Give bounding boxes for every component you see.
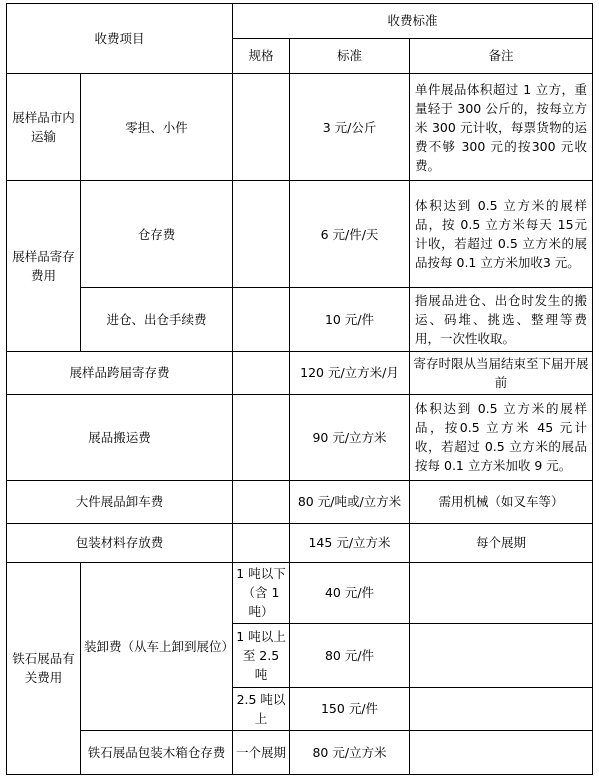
item-cell: 大件展品卸车费 bbox=[7, 480, 233, 523]
table-row bbox=[7, 562, 593, 624]
standard-cell: 80 元/吨或/立方米 bbox=[290, 480, 410, 523]
table-row bbox=[7, 730, 593, 774]
standard-cell: 120 元/立方米/月 bbox=[290, 351, 410, 394]
standard-cell: 40 元/件 bbox=[290, 562, 410, 624]
header-item: 收费项目 bbox=[7, 4, 233, 74]
spec-cell bbox=[233, 181, 290, 288]
spec-cell: 1 吨以上至 2.5 吨 bbox=[233, 624, 290, 688]
remark-cell: 需用机械（如叉车等） bbox=[410, 480, 593, 523]
header-standard-group: 收费标准 bbox=[233, 4, 593, 39]
item-cell: 展样品跨届寄存费 bbox=[7, 351, 233, 394]
remark-cell bbox=[410, 730, 593, 774]
spec-cell bbox=[233, 523, 290, 562]
item-cell: 包装材料存放费 bbox=[7, 523, 233, 562]
table-row bbox=[7, 181, 593, 288]
item-cell: 展品搬运费 bbox=[7, 394, 233, 480]
spec-cell: 1 吨以下（含 1 吨） bbox=[233, 562, 290, 624]
header-standard: 标准 bbox=[290, 38, 410, 73]
item-cell: 铁石展品包装木箱仓存费 bbox=[81, 730, 233, 774]
item-cell: 装卸费（从车上卸到展位） bbox=[81, 562, 233, 730]
header-row bbox=[7, 4, 593, 39]
standard-cell: 150 元/件 bbox=[290, 687, 410, 730]
standard-cell: 3 元/公斤 bbox=[290, 73, 410, 181]
standard-cell: 145 元/立方米 bbox=[290, 523, 410, 562]
standard-cell: 90 元/立方米 bbox=[290, 394, 410, 480]
header-remark: 备注 bbox=[410, 38, 593, 73]
header-spec: 规格 bbox=[233, 38, 290, 73]
spec-cell bbox=[233, 287, 290, 351]
remark-cell: 单件展品体积超过 1 立方，重量轻于 300 公斤的，按每立方米 300 元计收，每票货物的运费不够 300 元的按300 元收费。 bbox=[410, 73, 593, 181]
item-cell: 零担、小件 bbox=[81, 73, 233, 181]
standard-cell: 6 元/件/天 bbox=[290, 181, 410, 288]
spec-cell bbox=[233, 351, 290, 394]
spec-cell bbox=[233, 394, 290, 480]
category-cell: 展样品寄存费用 bbox=[7, 181, 81, 351]
item-cell: 进仓、出仓手续费 bbox=[81, 287, 233, 351]
table-row bbox=[7, 523, 593, 562]
remark-cell: 每个展期 bbox=[410, 523, 593, 562]
spec-cell bbox=[233, 73, 290, 181]
standard-cell: 80 元/立方米 bbox=[290, 730, 410, 774]
category-cell: 铁石展品有关费用 bbox=[7, 562, 81, 774]
category-cell: 展样品市内运输 bbox=[7, 73, 81, 181]
table-row bbox=[7, 480, 593, 523]
standard-cell: 80 元/件 bbox=[290, 624, 410, 688]
table-row bbox=[7, 73, 593, 181]
item-cell: 仓存费 bbox=[81, 181, 233, 288]
standard-cell: 10 元/件 bbox=[290, 287, 410, 351]
fee-table bbox=[6, 3, 593, 775]
remark-cell: 指展品进仓、出仓时发生的搬运、码堆、挑选、整理等费用，一次性收取。 bbox=[410, 287, 593, 351]
table-row bbox=[7, 351, 593, 394]
remark-cell: 体积达到 0.5 立方米的展样品，按0.5 立方米 45 元计收，若超过 0.5 立方米的展品按每 0.1 立方米加收 9 元。 bbox=[410, 394, 593, 480]
spec-cell bbox=[233, 480, 290, 523]
spec-cell: 一个展期 bbox=[233, 730, 290, 774]
table-row bbox=[7, 287, 593, 351]
remark-cell: 寄存时限从当届结束至下届开展前 bbox=[410, 351, 593, 394]
spec-cell: 2.5 吨以上 bbox=[233, 687, 290, 730]
remark-cell bbox=[410, 562, 593, 624]
table-row bbox=[7, 394, 593, 480]
remark-cell bbox=[410, 687, 593, 730]
remark-cell bbox=[410, 624, 593, 688]
remark-cell: 体积达到 0.5 立方米的展样品，按 0.5 立方米每天 15元计收，若超过 0.5 立方米的展品按每 0.1 立方米加收3 元。 bbox=[410, 181, 593, 288]
